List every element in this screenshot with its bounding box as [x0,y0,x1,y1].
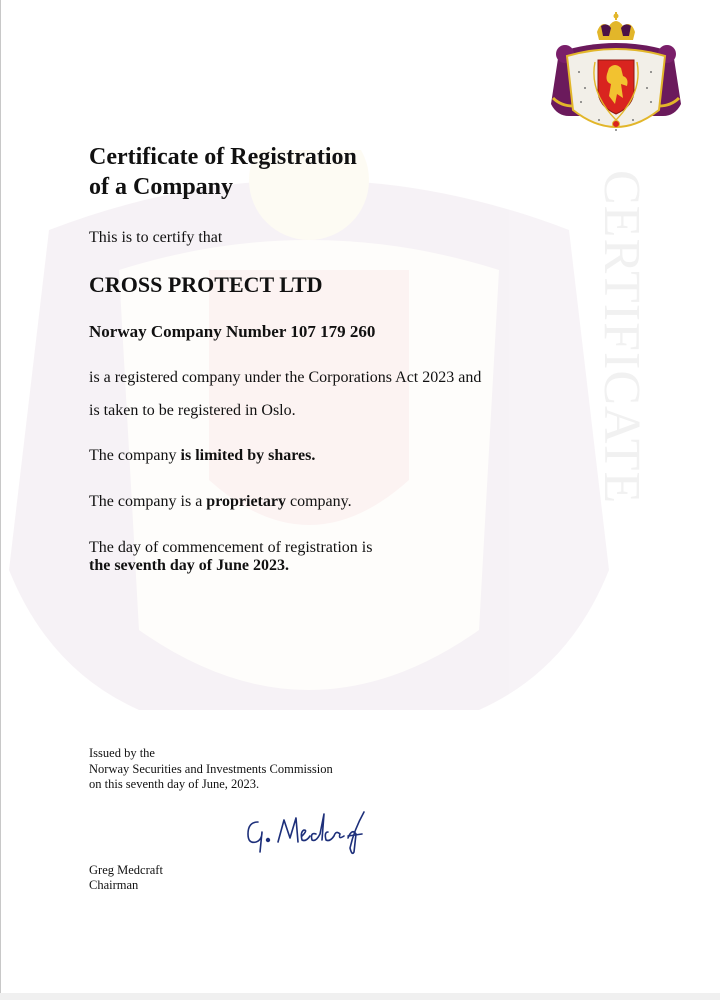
signatory-name: Greg Medcraft [89,863,163,877]
signatory-title: Chairman [89,878,139,892]
title-line-2: of a Company [89,174,234,200]
company-type-statement [89,492,352,512]
company-name: CROSS PROTECT LTD [89,272,323,297]
limited-by-shares-statement [89,446,315,466]
commencement-line: The day of commencement of registration is [89,539,373,556]
commencement-date-bold: the seventh day of June 2023. [89,557,290,574]
type-prefix: The company is a [89,493,207,510]
commencement-date [89,556,289,576]
limited-prefix: The company [89,447,181,464]
issuer-line-1: Issued by the [89,746,155,760]
certificate-watermark-text: CERTIFICATE [593,170,650,505]
signature-icon [244,808,374,858]
title-line-1: Certificate of Registration [89,144,357,170]
issuer-line-2: Norway Securities and Investments Commission [89,762,333,776]
limited-bold: is limited by shares. [180,447,316,464]
type-suffix: company. [285,493,352,510]
intro-text: This is to certify that [89,229,223,246]
registered-line-2: is taken to be registered in Oslo. [89,402,296,419]
certificate-title [89,142,357,202]
issuer-line-3: on this seventh day of June, 2023. [89,777,260,791]
type-bold: proprietary [206,493,286,510]
registered-line-1: is a registered company under the Corporations Act 2023 and [89,369,482,386]
norway-coat-of-arms-icon [549,12,683,144]
company-number: Norway Company Number 107 179 260 [89,322,376,341]
